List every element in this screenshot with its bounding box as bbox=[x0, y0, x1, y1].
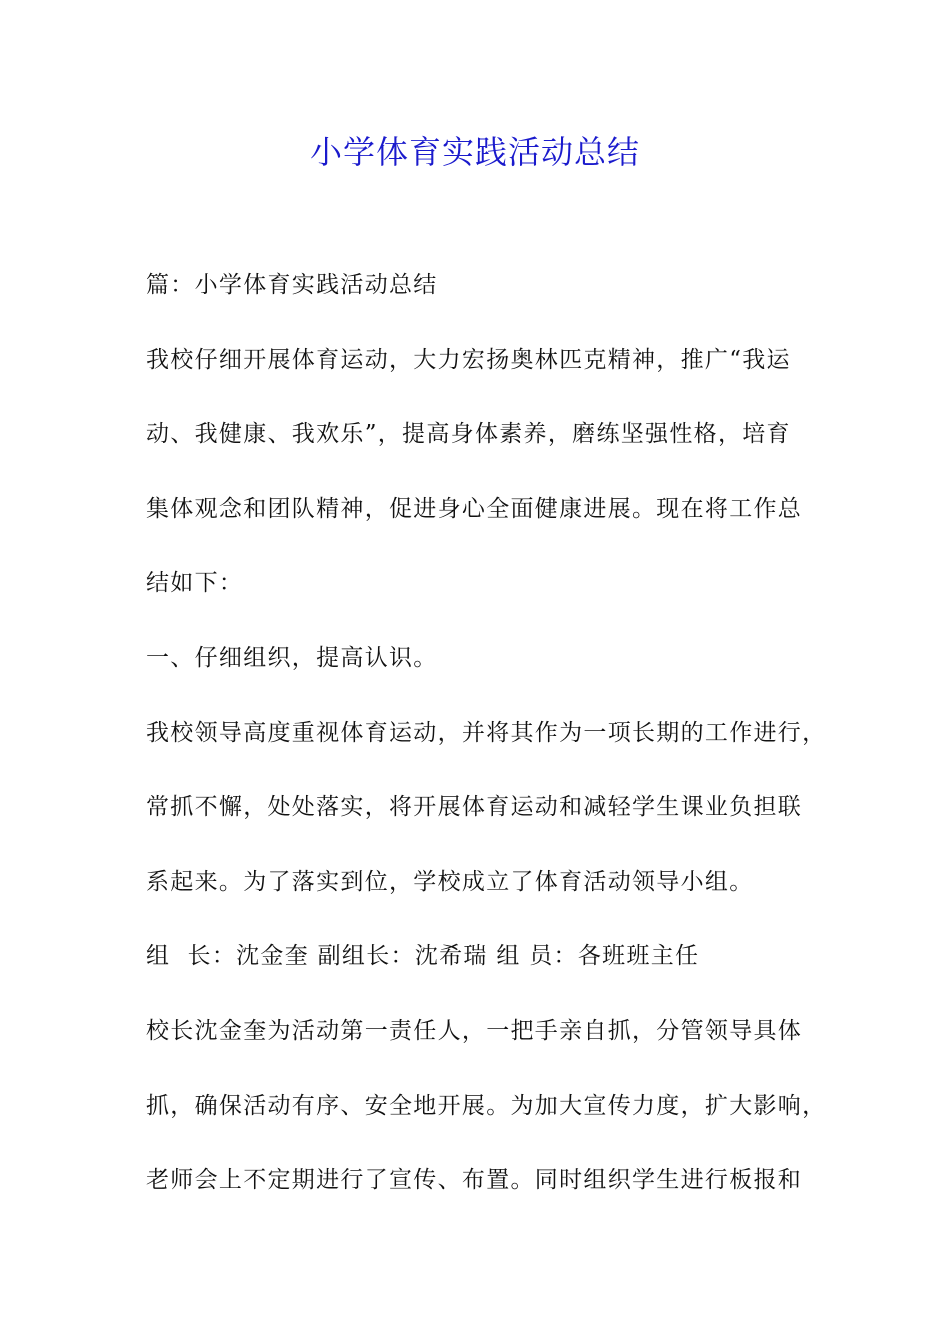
body-line-2: 我校仔细开展体育运动，大力宏扬奥林匹克精神，推广“我运 bbox=[146, 346, 791, 373]
body-line-8: 常抓不懈，处处落实，将开展体育运动和减轻学生课业负担联 bbox=[146, 794, 803, 821]
body-line-1: 篇：小学体育实践活动总结 bbox=[146, 272, 438, 298]
body-line-5: 结如下： bbox=[146, 570, 244, 597]
body-line-3: 动、我健康、我欢乐”，提高身体素养，磨练坚强性格，培育 bbox=[146, 421, 791, 448]
body-line-4: 集体观念和团队精神，促进身心全面健康进展。现在将工作总 bbox=[146, 495, 803, 522]
document-title: 小学体育实践活动总结 bbox=[309, 133, 640, 171]
body-line-13: 老师会上不定期进行了宣传、布置。同时组织学生进行板报和 bbox=[146, 1167, 803, 1194]
document-body bbox=[146, 262, 827, 1232]
body-line-7: 我校领导高度重视体育运动，并将其作为一项长期的工作进行， bbox=[146, 719, 827, 746]
body-line-12: 抓，确保活动有序、安全地开展。为加大宣传力度，扩大影响， bbox=[146, 1092, 827, 1119]
body-line-9: 系起来。为了落实到位，学校成立了体育活动领导小组。 bbox=[146, 868, 754, 895]
section-heading-1: 一、仔细组织，提高认识。 bbox=[146, 644, 438, 671]
body-line-11: 校长沈金奎为活动第一责任人，一把手亲自抓，分管领导具体 bbox=[146, 1017, 803, 1044]
leadership-group-line: 组 长：沈金奎 副组长：沈希瑞 组 员：各班班主任 bbox=[146, 943, 700, 970]
